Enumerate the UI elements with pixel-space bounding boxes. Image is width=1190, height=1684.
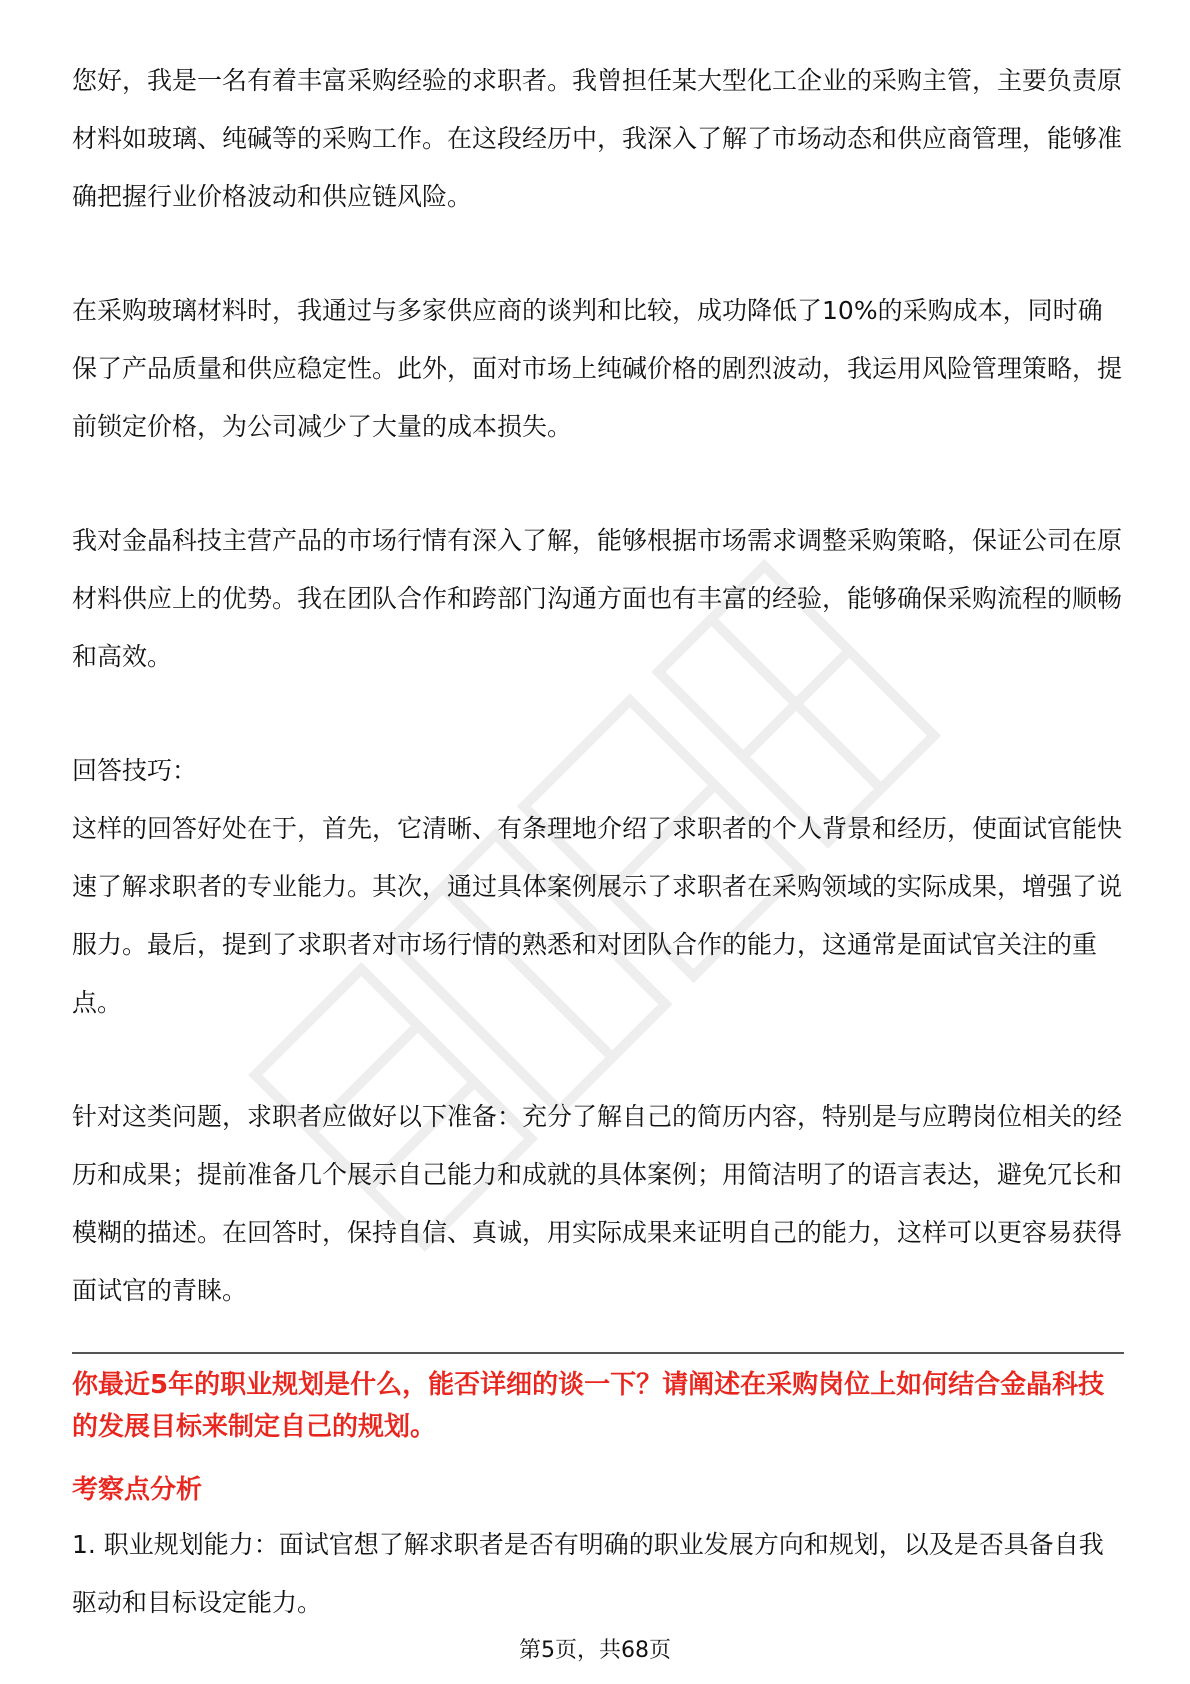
preparation-text: 针对这类问题，求职者应做好以下准备：充分了解自己的简历内容，特别是与应聘岗位相关的经历和成果；提前准备几个展示自己能力和成就的具体案例；用简洁明了的语言表达，避免冗长和模糊的描述。在回答时，保持自信、真诚，用实际成果来证明自己的能力，这样可以更容易获得面试官的青睐。 xyxy=(72,1102,1123,1305)
analysis-title: 考察点分析 xyxy=(72,1475,203,1505)
paragraph-achievements: 在采购玻璃材料时，我通过与多家供应商的谈判和比较，成功降低了10%的采购成本，同时确保了产品质量和供应稳定性。此外，面对市场上纯碱价格的剧烈波动，我运用风险管理策略，提前锁定价格，为公司减少了大量的成本损失。 xyxy=(72,296,1123,441)
page-footer: 第5页，共68页 xyxy=(519,1638,671,1663)
paragraph-market: 我对金晶科技主营产品的市场行情有深入了解，能够根据市场需求调整采购策略，保证公司在原材料供应上的优势。我在团队合作和跨部门沟通方面也有丰富的经验，能够确保采购流程的顺畅和高效。 xyxy=(72,526,1123,671)
body-content xyxy=(72,52,1124,1320)
analysis-item-1: 1. 职业规划能力：面试官想了解求职者是否有明确的职业发展方向和规划，以及是否具备自我驱动和目标设定能力。 xyxy=(72,1530,1104,1617)
paragraph-intro: 您好，我是一名有着丰富采购经验的求职者。我曾担任某大型化工企业的采购主管，主要负责原材料如玻璃、纯碱等的采购工作。在这段经历中，我深入了解了市场动态和供应商管理，能够准确把握行业价格波动和供应链风险。 xyxy=(72,66,1123,211)
section-divider xyxy=(72,1352,1124,1354)
question-heading: 你最近5年的职业规划是什么，能否详细的谈一下？请阐述在采购岗位上如何结合金晶科技的发展目标来制定自己的规划。 xyxy=(72,1370,1105,1442)
tips-label: 回答技巧： xyxy=(72,756,198,785)
tips-text: 这样的回答好处在于，首先，它清晰、有条理地介绍了求职者的个人背景和经历，使面试官能快速了解求职者的专业能力。其次，通过具体案例展示了求职者在采购领域的实际成果，增强了说服力。最后，提到了求职者对市场行情的熟悉和对团队合作的能力，这通常是面试官关注的重点。 xyxy=(72,814,1123,1017)
